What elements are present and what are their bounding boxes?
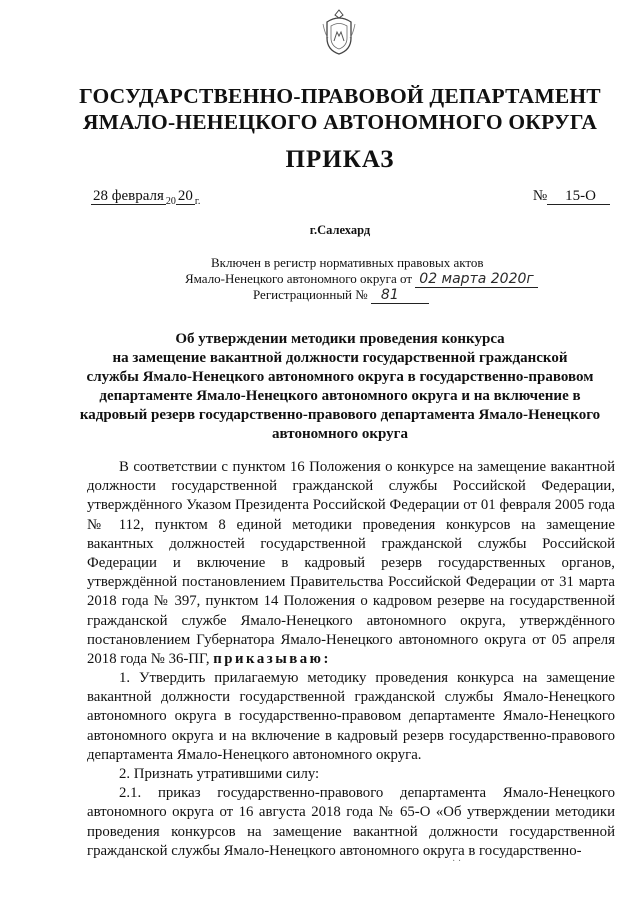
registry-line2: [185, 271, 538, 287]
order-title-line: на замещение вакантной должности государственной гражданской: [112, 350, 568, 366]
number-value: 15-О: [547, 188, 610, 205]
registry-line1: Включен в регистр нормативных правовых актов: [211, 255, 484, 270]
item-2-1: 2.1. приказ государственно-правового департамента Ямало-Ненецкого автономного округа от 16 августа 2018 года № 65-О «Об утверждении методики проведения конкурсов на замещение вакантной должности государственной гражданской службы Ямало-Ненецкого автономного округа в государственно-: [87, 785, 615, 859]
scan-dot-mark: · ·: [452, 856, 462, 867]
preamble-paragraph: [87, 458, 615, 669]
document-number: [533, 188, 610, 205]
preamble-text: В соответствии с пунктом 16 Положения о конкурсе на замещение вакантной должности государственной гражданской службы Российской Федерации, утверждённого Указом Президента Российской Федерации от 01 февраля 2005 года № 112, пунктом 8 единой методики проведения конкурсов на замещение вакантных должностей государственной гражданской службы Российской Федерации и включение в кадровый резерв государственных органов, утверждённой постановлением Правительства Российской Федерации от 31 марта 2018 года № 397, пунктом 14 Положения о кадровом резерве на государственной гражданской службе Ямало-Ненецкого автономного округа, утверждённого постановлением Губернатора Ямало-Ненецкого автономного округа от 05 апреля 2018 года № 36-ПГ,: [87, 459, 615, 668]
registry-handwritten-date: 02 марта 2020г: [415, 271, 537, 288]
date-day-month: 28 февраля: [93, 188, 164, 204]
date-century: 20: [165, 196, 176, 207]
item-1: 1. Утвердить прилагаемую методику проведения конкурса на замещение вакантной должности государственной гражданской службы Ямало-Ненецкого автономного округа в государственно-правовом департаменте Ямало-Ненецкого автономного округа и на включение в кадровый резерв государственно-правового департамента Ямало-Ненецкого автономного округа.: [87, 670, 615, 763]
organization-name-line2: ЯМАЛО-НЕНЕЦКОГО АВТОНОМНОГО ОКРУГА: [82, 110, 598, 134]
order-title-line: Об утверждении методики проведения конкурса: [175, 331, 505, 347]
item-2: 2. Признать утратившими силу:: [119, 766, 320, 783]
registry-number-label: Регистрационный №: [253, 287, 368, 302]
document-type-title: ПРИКАЗ: [285, 146, 395, 173]
order-title: [70, 330, 610, 444]
document-date: [91, 188, 200, 207]
registry-handwritten-number: 81: [371, 287, 429, 304]
organization-name-line1: ГОСУДАРСТВЕННО-ПРАВОВОЙ ДЕПАРТАМЕНТ: [79, 84, 601, 108]
order-word: приказываю:: [213, 651, 331, 668]
date-year-short: 20: [177, 188, 193, 204]
number-label: №: [532, 188, 548, 204]
coat-of-arms-icon: [322, 8, 356, 56]
city-name: г.Салехард: [309, 223, 371, 237]
preamble: [87, 458, 615, 669]
registry-date-label: Ямало-Ненецкого автономного округа от: [185, 271, 413, 286]
order-title-line: автономного округа: [272, 426, 408, 442]
registry-line3: [253, 287, 429, 303]
order-title-line: службы Ямало-Ненецкого автономного округа в государственно-правовом: [86, 369, 594, 385]
order-title-line: департаменте Ямало-Ненецкого автономного округа и на включение в: [99, 388, 581, 404]
date-suffix: г.: [194, 196, 201, 207]
order-items: [87, 669, 615, 861]
order-title-line: кадровый резерв государственно-правового департамента Ямало-Ненецкого: [79, 407, 601, 423]
